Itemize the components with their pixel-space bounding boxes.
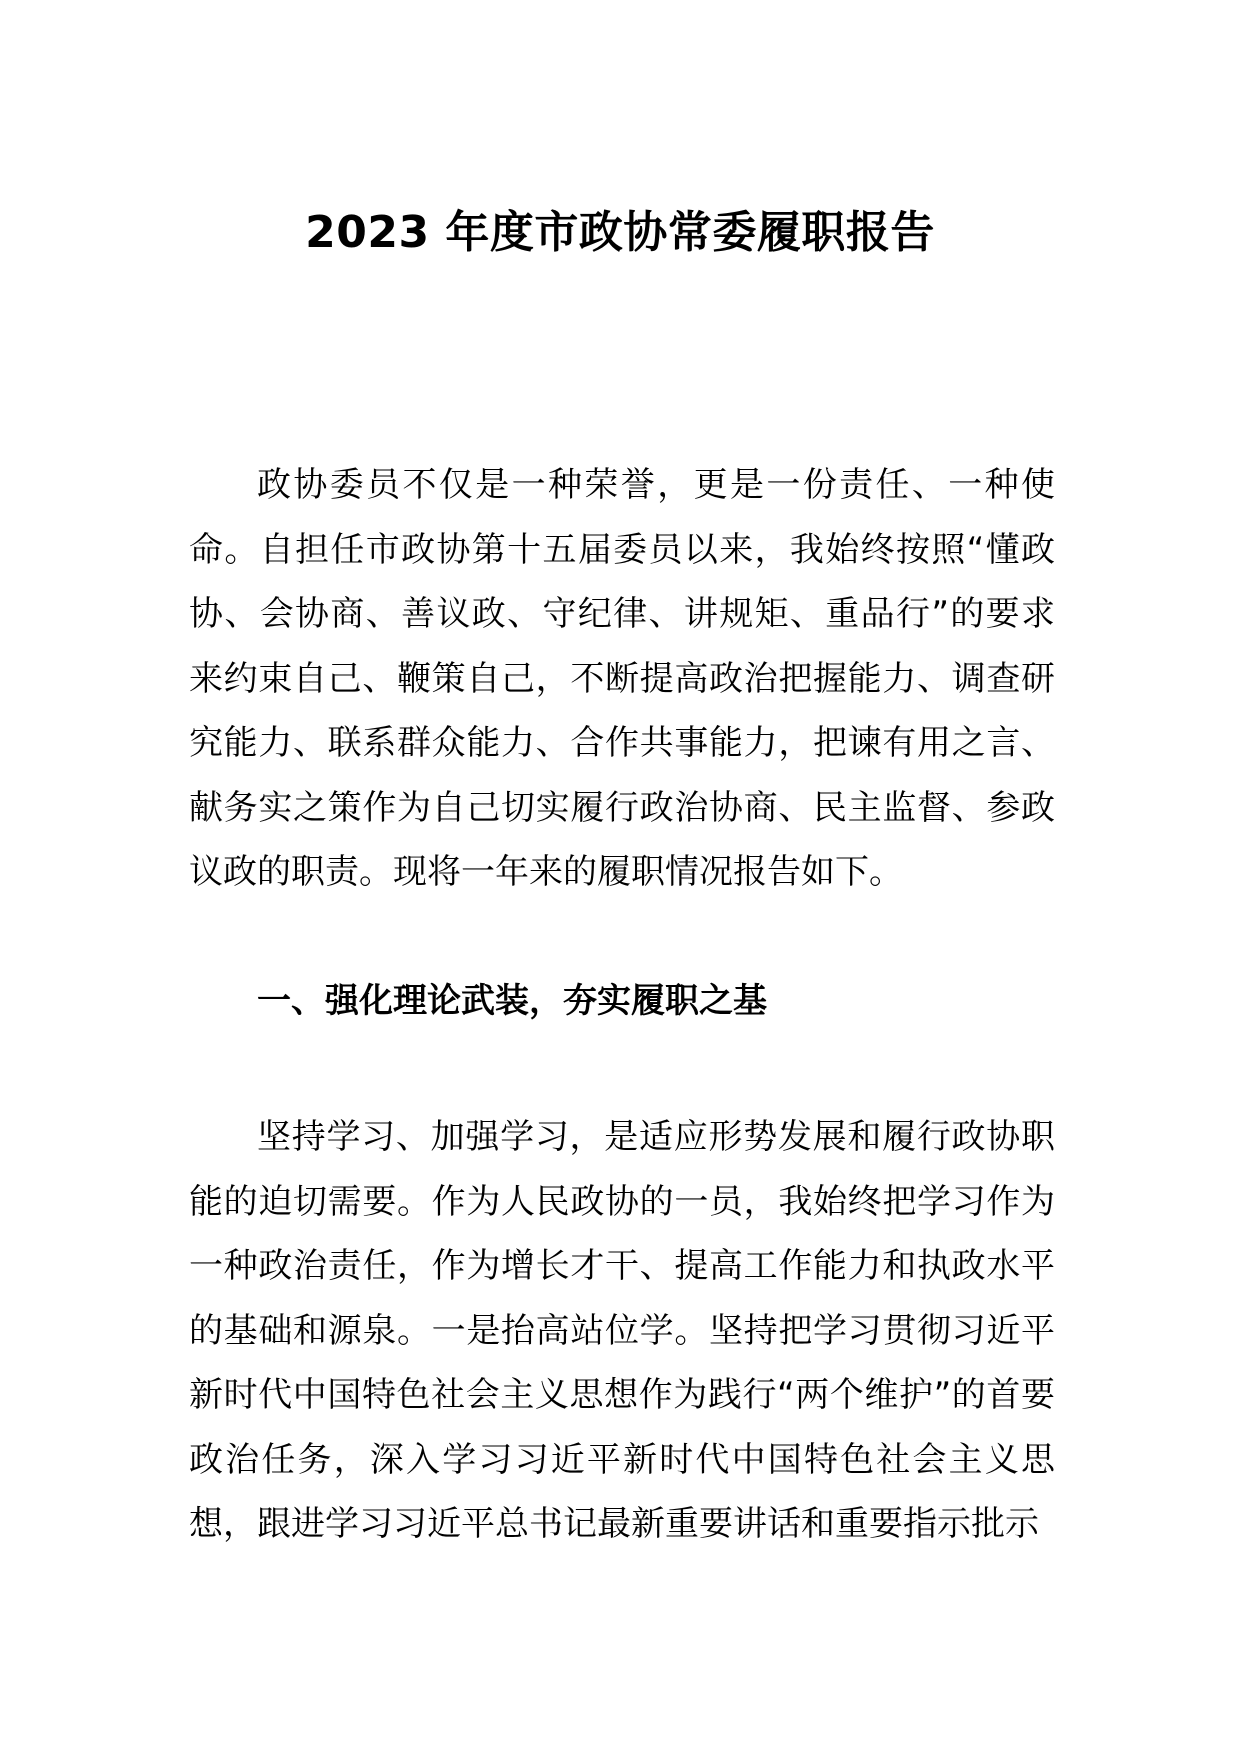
document-title: 2023 年度市政协常委履职报告: [305, 207, 935, 258]
paragraph-intro: 政协委员不仅是一种荣誉，更是一份责任、一种使命。自担任市政协第十五届委员以来，我始终按照“懂政协、会协商、善议政、守纪律、讲规矩、重品行”的要求来约束自己、鞭策自己，不断提高政治把握能力、调查研究能力、联系群众能力、合作共事能力，把谏有用之言、献务实之策作为自己切实履行政治协商、民主监督、参政议政的职责。现将一年来的履职情况报告如下。: [189, 465, 1055, 892]
section-heading-1: 一、强化理论武装，夯实履职之基: [257, 981, 767, 1021]
paragraph-section-1: 坚持学习、加强学习，是适应形势发展和履行政协职能的迫切需要。作为人民政协的一员，我始终把学习作为一种政治责任，作为增长才干、提高工作能力和执政水平的基础和源泉。一是抬高站位学。坚持把学习贯彻习近平新时代中国特色社会主义思想作为践行“两个维护”的首要政治任务，深入学习习近平新时代中国特色社会主义思想，跟进学习习近平总书记最新重要讲话和重要指示批示: [189, 1117, 1055, 1544]
